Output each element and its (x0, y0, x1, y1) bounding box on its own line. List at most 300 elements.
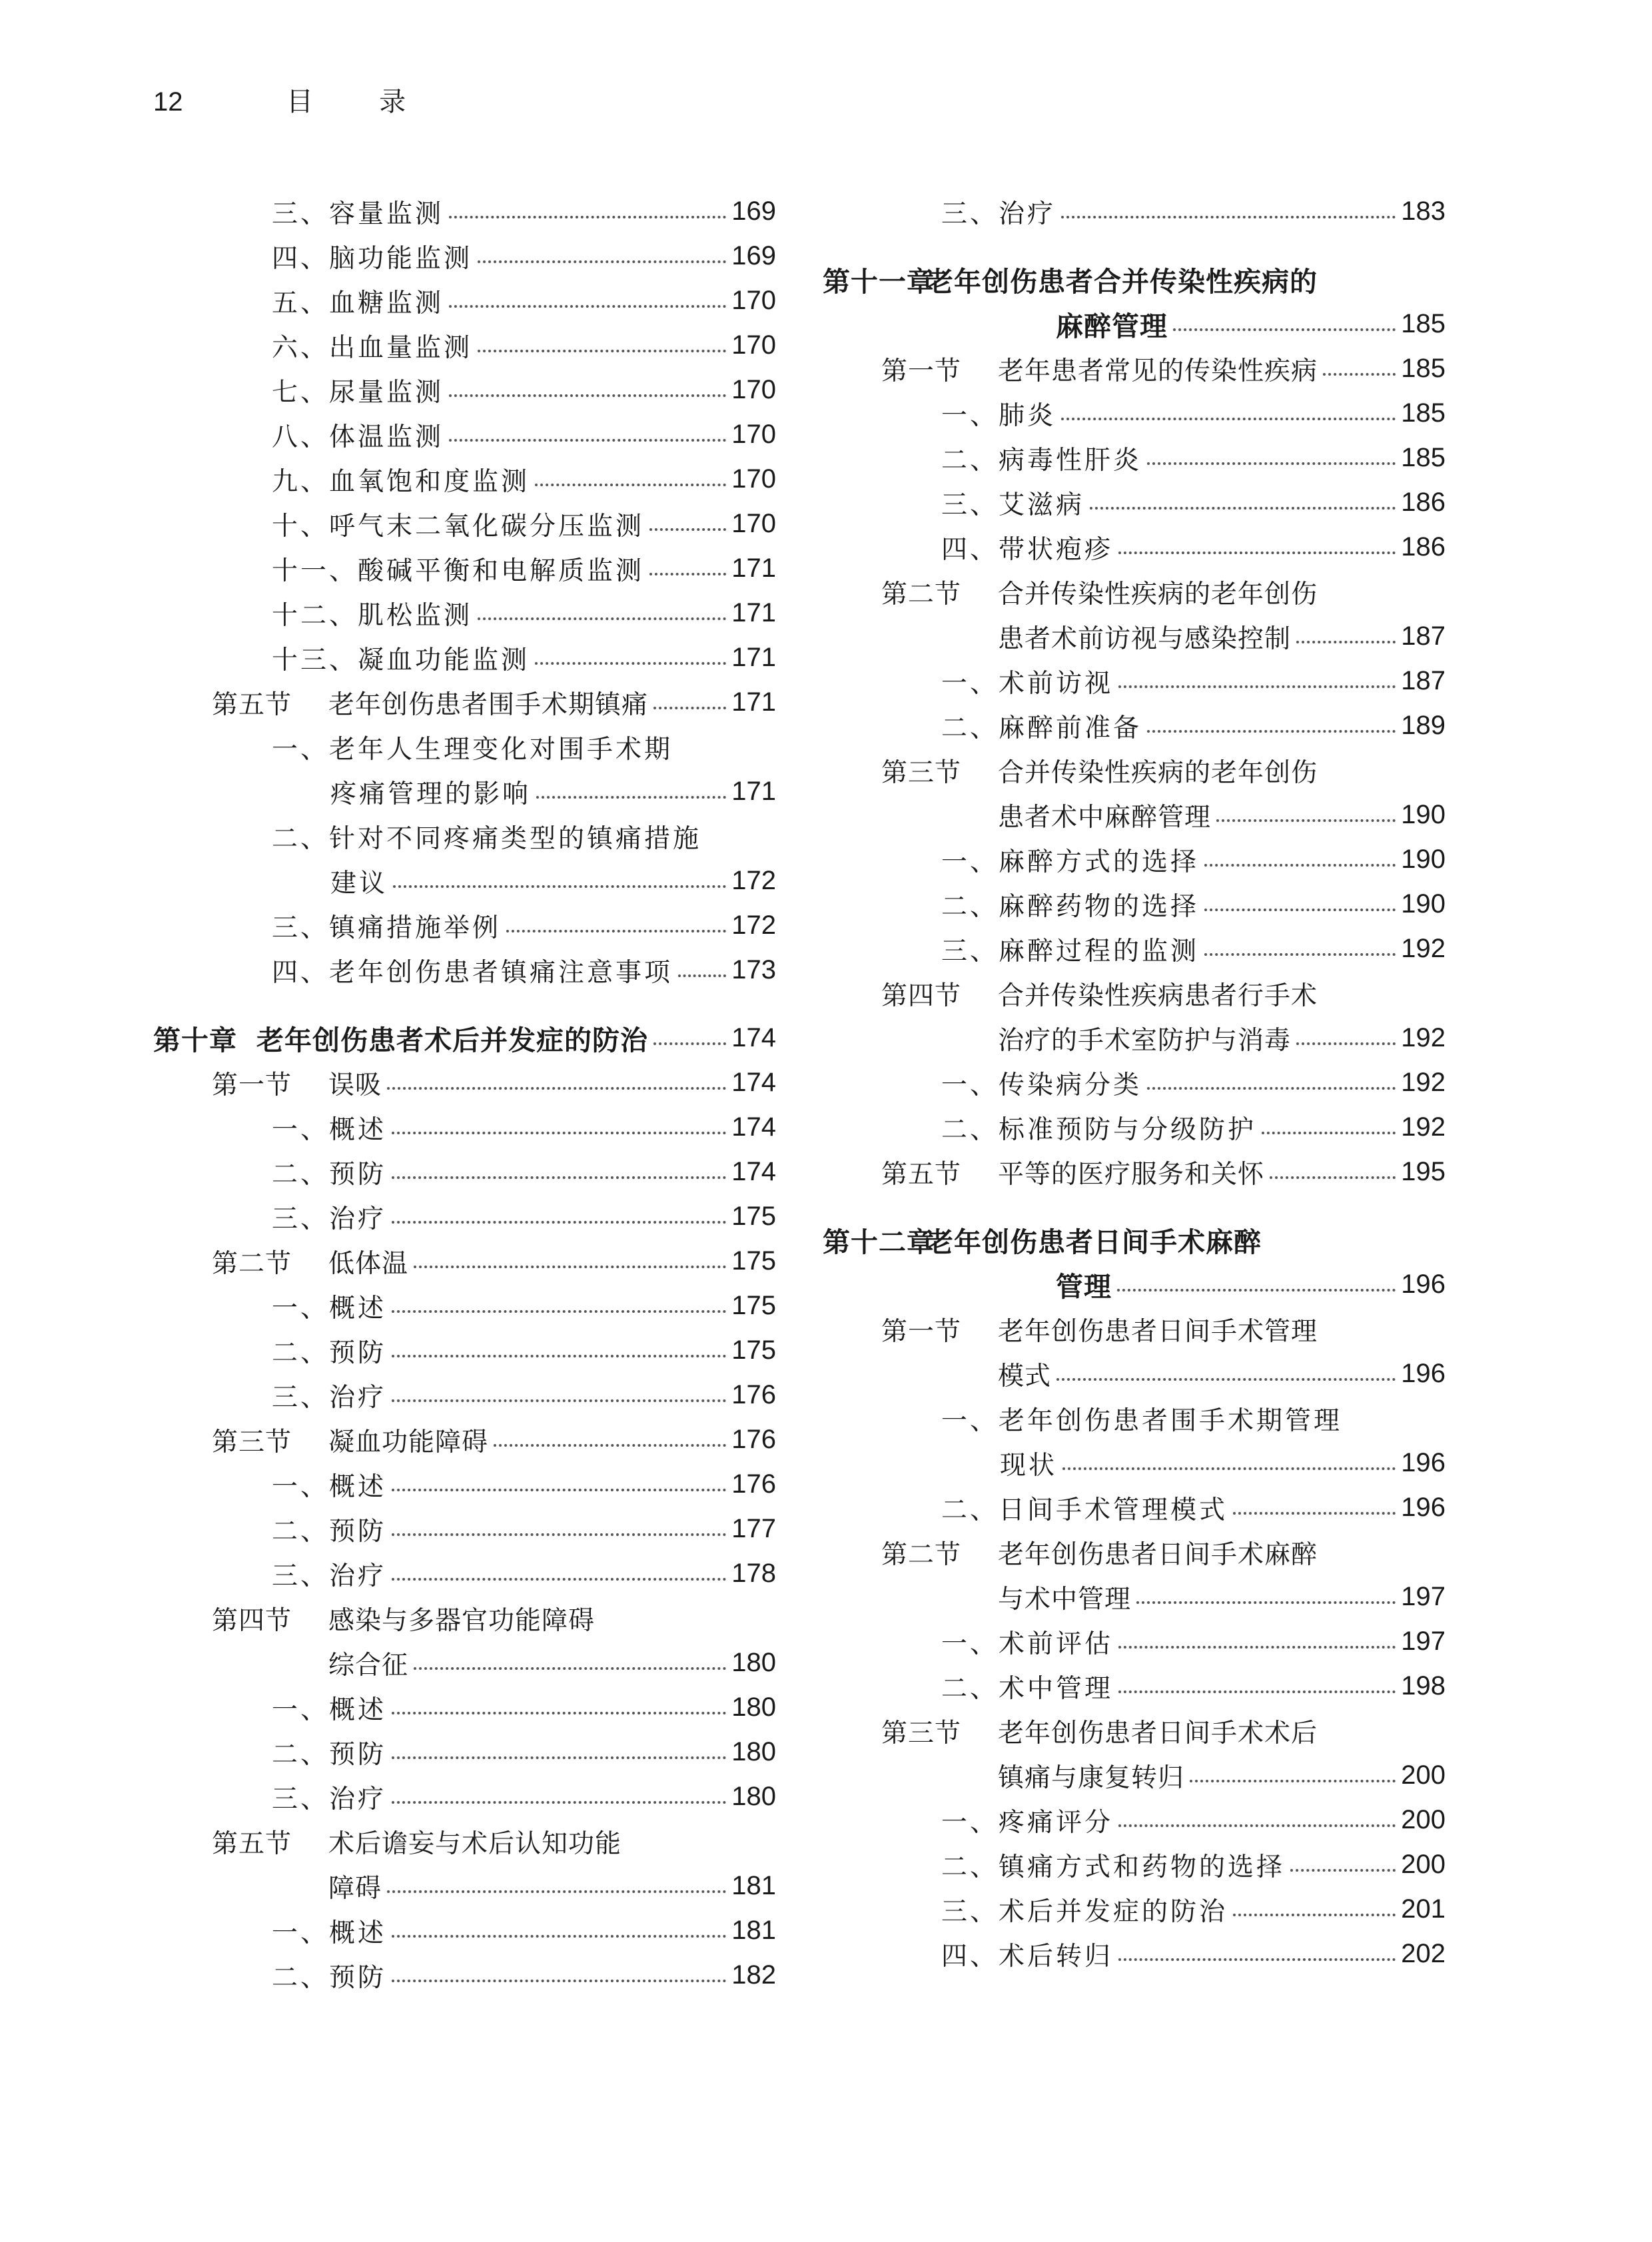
toc-entry-title: 麻醉前准备 (999, 713, 1142, 743)
toc-entry-title: 镇痛与康复转归 (998, 1762, 1185, 1793)
dot-leader (1061, 216, 1396, 218)
toc-item[interactable] (153, 814, 776, 859)
toc-page-number: 196 (1401, 1448, 1446, 1477)
toc-entry-title: 血糖监测 (329, 288, 444, 318)
toc-page-number: 183 (1401, 196, 1446, 226)
toc-entry-number: 七、 (272, 377, 330, 408)
toc-entry-label (881, 752, 1318, 789)
toc-item[interactable] (823, 1887, 1446, 1932)
toc-entry-label (881, 573, 1318, 611)
toc-entry-label (272, 550, 644, 587)
dot-leader (1117, 1289, 1396, 1292)
toc-item[interactable] (153, 1150, 776, 1194)
toc-item[interactable] (823, 1619, 1446, 1664)
toc-section[interactable] (153, 1596, 776, 1641)
toc-entry-label (881, 1020, 1291, 1057)
toc-section[interactable] (823, 1708, 1446, 1753)
dot-leader (1262, 1132, 1396, 1134)
toc-entry-label (881, 1311, 1318, 1348)
toc-item[interactable] (153, 635, 776, 680)
toc-section[interactable] (823, 1575, 1446, 1619)
toc-entry-label (941, 1445, 1057, 1482)
dot-leader (1204, 864, 1396, 867)
toc-section[interactable] (823, 569, 1446, 614)
toc-entry-label (272, 863, 388, 900)
toc-section[interactable] (153, 1060, 776, 1105)
toc-entry-number: 二、 (272, 1739, 330, 1770)
toc-item[interactable] (823, 1105, 1446, 1150)
toc-item[interactable] (153, 591, 776, 635)
toc-entry-label (153, 1018, 648, 1058)
toc-entry-number: 二、 (941, 1673, 999, 1704)
toc-entry-number: 一、 (941, 1405, 999, 1436)
toc-entry-label (272, 238, 472, 275)
toc-page-number: 182 (731, 1960, 776, 1990)
toc-page-number: 185 (1401, 354, 1446, 383)
toc-item[interactable] (153, 1462, 776, 1507)
toc-entry-label (941, 886, 1199, 923)
toc-entry-title: 肺炎 (999, 400, 1056, 431)
toc-entry-title: 老年创伤患者术后并发症的防治 (256, 1024, 648, 1056)
toc-entry-number: 十、 (272, 511, 330, 542)
page-number: 12 (153, 87, 183, 117)
toc-entry-label (212, 1868, 382, 1905)
toc-entry-number: 二、 (941, 713, 999, 743)
toc-item[interactable] (823, 1932, 1446, 1976)
toc-item[interactable] (823, 1441, 1446, 1485)
toc-section[interactable] (823, 1351, 1446, 1396)
toc-entry-title: 麻醉过程的监测 (999, 936, 1200, 966)
toc-page-number: 180 (731, 1648, 776, 1677)
toc-entry-label (823, 304, 1168, 344)
toc-chapter[interactable] (823, 257, 1446, 302)
toc-section[interactable] (823, 614, 1446, 659)
toc-entry-title: 合并传染性疾病的老年创伤 (998, 579, 1318, 609)
dot-leader (449, 216, 726, 218)
toc-entry-label (941, 1668, 1113, 1705)
toc-item[interactable] (153, 769, 776, 814)
toc-entry-title: 患者术中麻醉管理 (998, 802, 1212, 833)
dot-leader (449, 305, 726, 308)
toc-page-number: 189 (1401, 711, 1446, 740)
toc-section[interactable] (153, 1417, 776, 1462)
toc-entry-number: 第二节 (881, 1539, 962, 1570)
toc-entry-number: 一、 (272, 1694, 330, 1725)
toc-entry-title: 障碍 (328, 1873, 382, 1904)
toc-entry-number: 第二节 (881, 579, 962, 609)
toc-page-number: 171 (731, 643, 776, 672)
toc-entry-number: 一、 (941, 1629, 999, 1659)
toc-entry-title: 标准预防与分级防护 (999, 1114, 1257, 1145)
toc-entry-title: 综合征 (328, 1650, 409, 1681)
toc-entry-label (272, 1377, 386, 1414)
toc-entry-title: 术中管理 (999, 1673, 1114, 1704)
toc-page-number: 185 (1401, 398, 1446, 428)
toc-page-number: 174 (731, 1157, 776, 1186)
toc-item[interactable] (823, 1396, 1446, 1441)
toc-item[interactable] (153, 903, 776, 948)
dot-leader (494, 1444, 726, 1447)
toc-section[interactable] (823, 1150, 1446, 1194)
toc-item[interactable] (823, 189, 1446, 234)
toc-section[interactable] (823, 1753, 1446, 1798)
toc-entry-label (941, 1936, 1113, 1973)
toc-entry-title: 日间手术管理模式 (999, 1495, 1228, 1525)
toc-entry-title: 凝血功能障碍 (328, 1427, 489, 1457)
toc-entry-label (823, 260, 1318, 299)
toc-item[interactable] (153, 1105, 776, 1150)
dot-leader (1290, 1869, 1396, 1872)
toc-entry-title: 合并传染性疾病患者行手术 (998, 980, 1318, 1011)
toc-section[interactable] (823, 971, 1446, 1016)
toc-entry-title: 血氧饱和度监测 (329, 466, 530, 497)
dot-leader (535, 484, 726, 486)
toc-page-number: 185 (1401, 443, 1446, 472)
toc-entry-number: 一、 (272, 1471, 330, 1502)
toc-page-number: 170 (731, 330, 776, 360)
toc-entry-label (272, 1689, 386, 1726)
toc-entry-title: 治疗 (329, 1382, 387, 1413)
dot-leader (1118, 1824, 1396, 1827)
toc-item[interactable] (153, 546, 776, 591)
toc-entry-title: 治疗 (329, 1784, 387, 1814)
toc-item[interactable] (823, 1060, 1446, 1105)
toc-entry-number: 四、 (941, 534, 999, 565)
toc-item[interactable] (153, 457, 776, 502)
dot-leader (1233, 1512, 1396, 1515)
dot-leader (387, 1890, 726, 1893)
toc-entry-label (941, 841, 1199, 879)
toc-entry-title: 预防 (329, 1516, 387, 1547)
toc-entry-title: 艾滋病 (999, 490, 1085, 520)
dot-leader (1296, 1042, 1396, 1045)
toc-section[interactable] (153, 1819, 776, 1864)
toc-entry-title: 术前评估 (999, 1629, 1114, 1659)
toc-section[interactable] (153, 1641, 776, 1685)
toc-entry-label (212, 1243, 408, 1280)
toc-entry-number: 六、 (272, 332, 330, 363)
toc-entry-label (212, 1064, 382, 1102)
toc-page-number: 197 (1401, 1627, 1446, 1656)
dot-leader (678, 974, 726, 977)
toc-page-number: 180 (731, 1782, 776, 1811)
toc-entry-title: 概述 (329, 1471, 387, 1502)
toc-entry-label (881, 350, 1318, 388)
toc-item[interactable] (153, 278, 776, 323)
toc-item[interactable] (153, 1328, 776, 1373)
toc-entry-number: 十二、 (272, 600, 358, 631)
toc-page-number: 196 (1401, 1359, 1446, 1388)
toc-section[interactable] (823, 346, 1446, 391)
toc-item[interactable] (153, 1774, 776, 1819)
toc-item[interactable] (153, 1908, 776, 1953)
toc-entry-number: 三、 (272, 1784, 330, 1814)
toc-entry-label (272, 1154, 386, 1191)
toc-page-number: 171 (731, 777, 776, 806)
toc-entry-title: 凝血功能监测 (358, 645, 530, 675)
toc-page-number: 175 (731, 1246, 776, 1276)
toc-entry-number: 四、 (272, 243, 330, 274)
dot-leader (414, 1266, 726, 1268)
toc-entry-label (941, 395, 1056, 432)
toc-item[interactable] (153, 412, 776, 457)
dot-leader (1147, 462, 1396, 465)
toc-page-number: 175 (731, 1335, 776, 1365)
toc-page-number: 186 (1401, 532, 1446, 561)
toc-entry-label (881, 1355, 1051, 1393)
toc-page-number: 190 (1401, 800, 1446, 829)
toc-entry-title: 低体温 (328, 1248, 409, 1279)
toc-entry-title: 疼痛管理的影响 (330, 779, 532, 809)
toc-spacer (823, 1194, 1446, 1218)
toc-item[interactable] (823, 1798, 1446, 1842)
dot-leader (392, 1801, 726, 1804)
dot-leader (1118, 552, 1396, 554)
toc-item[interactable] (153, 859, 776, 903)
toc-entry-label (272, 1198, 386, 1236)
toc-entry-title: 镇痛措施举例 (329, 913, 502, 943)
toc-entry-number: 三、 (272, 198, 330, 229)
toc-entry-number: 一、 (272, 1293, 330, 1323)
toc-page-number: 174 (731, 1068, 776, 1097)
toc-chapter[interactable] (823, 1218, 1446, 1262)
toc-item[interactable] (153, 189, 776, 234)
toc-page-number: 176 (731, 1469, 776, 1499)
dot-leader (1118, 1646, 1396, 1649)
toc-item[interactable] (823, 659, 1446, 703)
toc-page-number: 197 (1401, 1582, 1446, 1611)
toc-item[interactable] (153, 1730, 776, 1774)
dot-leader (1147, 1087, 1396, 1090)
toc-entry-number: 第四节 (881, 980, 962, 1011)
toc-page-number: 192 (1401, 1068, 1446, 1097)
toc-entry-label (272, 506, 644, 543)
toc-page-number: 187 (1401, 621, 1446, 651)
toc-page-number: 180 (731, 1737, 776, 1766)
toc-entry-title: 预防 (329, 1739, 387, 1770)
toc-entry-label (212, 1823, 621, 1860)
toc-entry-title: 术后转归 (999, 1941, 1114, 1972)
toc-item[interactable] (153, 1507, 776, 1551)
toc-entry-number: 第四节 (212, 1605, 292, 1636)
toc-item[interactable] (823, 525, 1446, 569)
toc-entry-number: 二、 (941, 1114, 999, 1145)
toc-section[interactable] (153, 1864, 776, 1908)
toc-section[interactable] (823, 748, 1446, 793)
toc-item[interactable] (823, 703, 1446, 748)
toc-entry-number: 第五节 (212, 689, 292, 720)
toc-entry-label (881, 618, 1291, 655)
dot-leader (536, 796, 726, 799)
toc-entry-title: 术后谵妄与术后认知功能 (328, 1828, 622, 1859)
toc-page-number: 177 (731, 1514, 776, 1543)
toc-item[interactable] (153, 323, 776, 368)
toc-entry-number: 第五节 (212, 1828, 292, 1859)
toc-entry-number: 第二节 (212, 1248, 292, 1279)
toc-entry-label (941, 1109, 1256, 1146)
toc-entry-number: 第一节 (881, 356, 962, 386)
toc-entry-number: 二、 (941, 891, 999, 922)
toc-entry-number: 一、 (272, 1114, 330, 1145)
toc-item[interactable] (153, 1551, 776, 1596)
toc-entry-title: 术前访视 (999, 668, 1114, 699)
toc-page-number: 172 (731, 866, 776, 895)
toc-item[interactable] (823, 1664, 1446, 1708)
toc-item[interactable] (823, 391, 1446, 436)
toc-page-number: 198 (1401, 1671, 1446, 1700)
toc-page-number: 174 (731, 1023, 776, 1052)
toc-entry-number: 一、 (941, 847, 999, 877)
dot-leader (1062, 1467, 1396, 1470)
dot-leader (1296, 641, 1396, 643)
toc-entry-number: 九、 (272, 466, 330, 497)
toc-entry-title: 老年创伤患者日间手术术后 (998, 1718, 1318, 1748)
toc-entry-title: 酸碱平衡和电解质监测 (358, 556, 645, 586)
dot-leader (392, 1712, 726, 1714)
toc-entry-title: 体温监测 (329, 422, 444, 452)
toc-entry-number: 第十二章 (823, 1226, 935, 1258)
toc-entry-title: 治疗 (329, 1561, 387, 1591)
toc-entry-label (941, 1623, 1113, 1661)
toc-entry-label (272, 193, 444, 230)
toc-entry-label (941, 931, 1199, 968)
toc-item[interactable] (823, 1842, 1446, 1887)
toc-page-number: 176 (731, 1425, 776, 1454)
toc-page-number: 192 (1401, 934, 1446, 963)
dot-leader (653, 1042, 726, 1045)
toc-item[interactable] (823, 882, 1446, 927)
toc-entry-label (941, 1064, 1142, 1102)
toc-item[interactable] (823, 837, 1446, 882)
toc-page-number: 170 (731, 464, 776, 494)
toc-entry-label (823, 1220, 1262, 1260)
toc-left-column (153, 189, 776, 1998)
toc-section[interactable] (153, 1239, 776, 1284)
toc-item[interactable] (153, 1373, 776, 1417)
toc-entry-label (823, 1265, 1112, 1304)
toc-entry-title: 脑功能监测 (329, 243, 473, 274)
toc-entry-label (272, 1288, 386, 1325)
toc-entry-number: 第三节 (881, 757, 962, 788)
toc-page-number: 200 (1401, 1850, 1446, 1879)
toc-entry-label (272, 1912, 386, 1950)
dot-leader (653, 707, 726, 709)
toc-page-number: 170 (731, 420, 776, 449)
dot-leader (1090, 507, 1396, 510)
toc-entry-title: 感染与多器官功能障碍 (328, 1605, 596, 1636)
toc-spacer (153, 992, 776, 1016)
toc-entry-number: 一、 (941, 1807, 999, 1838)
toc-entry-number: 第一节 (212, 1070, 292, 1100)
toc-item[interactable] (823, 1485, 1446, 1530)
toc-page-number: 169 (731, 241, 776, 270)
toc-entry-label (212, 1421, 488, 1459)
dot-leader (1204, 909, 1396, 911)
toc-item[interactable] (153, 234, 776, 278)
dot-leader (1136, 1601, 1396, 1604)
toc-item[interactable] (153, 1194, 776, 1239)
toc-right-column (823, 189, 1446, 1976)
toc-entry-number: 二、 (941, 1495, 999, 1525)
toc-entry-title: 老年创伤患者日间手术麻醉 (998, 1539, 1318, 1570)
toc-entry-title: 老年创伤患者围手术期镇痛 (328, 689, 649, 720)
toc-entry-number: 三、 (941, 198, 999, 229)
toc-entry-label (272, 773, 531, 811)
toc-item[interactable] (153, 948, 776, 992)
toc-entry-number: 第五节 (881, 1159, 962, 1190)
toc-page-number: 196 (1401, 1270, 1446, 1299)
toc-section[interactable] (823, 1530, 1446, 1575)
toc-entry-label (272, 461, 530, 498)
toc-entry-label (941, 1802, 1113, 1839)
toc-item[interactable] (153, 1284, 776, 1328)
toc-chapter[interactable] (153, 1016, 776, 1060)
toc-chapter[interactable] (823, 1262, 1446, 1307)
toc-item[interactable] (153, 725, 776, 769)
toc-entry-title: 老年人生理变化对围手术期 (329, 734, 673, 765)
toc-entry-title: 病毒性肝炎 (999, 445, 1142, 476)
toc-section[interactable] (823, 1016, 1446, 1060)
toc-entry-title: 麻醉方式的选择 (999, 847, 1200, 877)
toc-item[interactable] (823, 436, 1446, 480)
toc-entry-title: 尿量监测 (329, 377, 444, 408)
toc-entry-title: 术后并发症的防治 (999, 1896, 1228, 1927)
toc-entry-label (881, 1534, 1318, 1571)
toc-entry-label (272, 1332, 386, 1369)
toc-entry-number: 三、 (272, 913, 330, 943)
toc-item[interactable] (153, 368, 776, 412)
dot-leader (1118, 1958, 1396, 1961)
toc-entry-label (272, 639, 530, 677)
dot-leader (392, 1533, 726, 1536)
toc-entry-label (941, 1891, 1228, 1928)
toc-entry-label (212, 1645, 408, 1682)
dot-leader (1216, 819, 1396, 822)
toc-entry-number: 十三、 (272, 645, 358, 675)
toc-entry-number: 八、 (272, 422, 330, 452)
toc-entry-title: 管理 (1056, 1271, 1112, 1303)
toc-page-number: 202 (1401, 1939, 1446, 1968)
toc-entry-number: 一、 (941, 668, 999, 699)
toc-entry-number: 二、 (272, 1516, 330, 1547)
toc-item[interactable] (153, 1685, 776, 1730)
toc-entry-label (941, 1846, 1285, 1884)
toc-page-number: 170 (731, 375, 776, 404)
page-title: 目 录 (286, 87, 436, 117)
toc-page-number: 170 (731, 509, 776, 538)
toc-spacer (823, 234, 1446, 257)
dot-leader (1233, 1914, 1396, 1916)
toc-section[interactable] (823, 793, 1446, 837)
toc-chapter[interactable] (823, 302, 1446, 346)
toc-page-number: 200 (1401, 1760, 1446, 1790)
toc-entry-title: 与术中管理 (998, 1584, 1132, 1615)
toc-entry-number: 第一节 (881, 1316, 962, 1347)
toc-section[interactable] (153, 680, 776, 725)
toc-item[interactable] (153, 1953, 776, 1998)
toc-page-number: 180 (731, 1692, 776, 1722)
toc-item[interactable] (153, 502, 776, 546)
toc-entry-number: 三、 (941, 1896, 999, 1927)
toc-item[interactable] (823, 480, 1446, 525)
toc-item[interactable] (823, 927, 1446, 971)
toc-entry-number: 三、 (941, 936, 999, 966)
toc-entry-label (881, 975, 1318, 1012)
toc-entry-label (272, 907, 501, 944)
toc-entry-label (941, 440, 1142, 477)
toc-entry-title: 治疗的手术室防护与消毒 (998, 1025, 1292, 1056)
toc-section[interactable] (823, 1307, 1446, 1351)
